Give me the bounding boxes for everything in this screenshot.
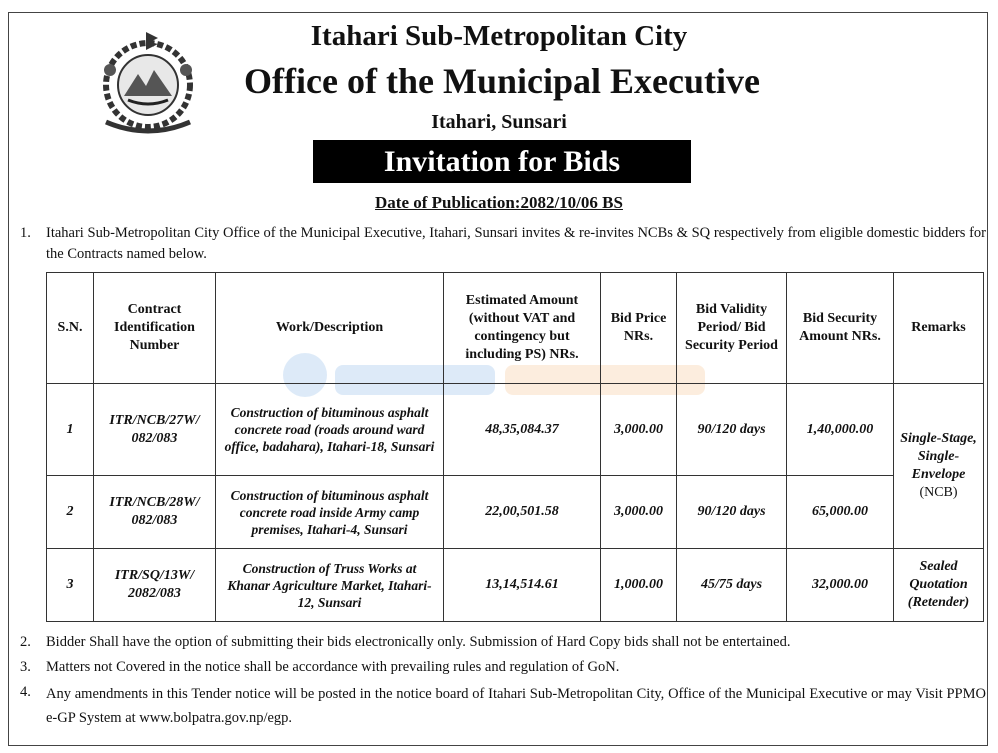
cell-bid-price: 3,000.00	[601, 476, 677, 549]
header-remarks: Remarks	[894, 273, 984, 384]
header-work: Work/Description	[216, 273, 444, 384]
cell-bid-security: 1,40,000.00	[787, 384, 894, 476]
header-bid-validity: Bid Validity Period/ Bid Security Period	[677, 273, 787, 384]
header-bid-security: Bid Security Amount NRs.	[787, 273, 894, 384]
header-sn: S.N.	[47, 273, 94, 384]
cell-bid-security: 65,000.00	[787, 476, 894, 549]
note-text: Matters not Covered in the notice shall be accordance with prevailing rules and regulation of GoN.	[46, 659, 620, 675]
cell-contract-id: ITR/NCB/27W/ 082/083	[94, 384, 216, 476]
cell-bid-price: 1,000.00	[601, 549, 677, 622]
office-location: Itahari, Sunsari	[431, 111, 567, 133]
remarks-ncb-tag: (NCB)	[919, 485, 958, 500]
cell-remarks-sq: Sealed Quotation (Retender)	[894, 549, 984, 622]
note-text: Bidder Shall have the option of submitting their bids electronically only. Submission of Hard Copy bids shall not be entertained.	[46, 634, 791, 650]
cell-sn: 1	[47, 384, 94, 476]
bids-table	[46, 272, 984, 622]
table-row	[47, 384, 984, 476]
remarks-ncb-text: Single-Stage, Single-Envelope	[900, 431, 977, 482]
cell-work: Construction of bituminous asphalt concrete road (roads around ward office, badahara), Itahari-18, Sunsari	[216, 384, 444, 476]
header-contract-id: Contract Identification Number	[94, 273, 216, 384]
note-item	[20, 657, 986, 678]
note-text: Any amendments in this Tender notice will be posted in the notice board of Itahari Sub-Metropolitan City, Office of the Municipal Executive or may Visit PPMO e-GP System at www.bolpatra.gov.np/egp.	[46, 686, 986, 726]
cell-estimated-amount: 13,14,514.61	[444, 549, 601, 622]
table-header-row	[47, 273, 984, 384]
cell-sn: 2	[47, 476, 94, 549]
cell-estimated-amount: 22,00,501.58	[444, 476, 601, 549]
intro-text: Itahari Sub-Metropolitan City Office of the Municipal Executive, Itahari, Sunsari invites & re-invites NCBs & SQ respectively from eligible domestic bidders for the Contracts named below.	[46, 225, 986, 262]
table-row	[47, 476, 984, 549]
cell-estimated-amount: 48,35,084.37	[444, 384, 601, 476]
cell-bid-validity: 90/120 days	[677, 476, 787, 549]
cell-bid-price: 3,000.00	[601, 384, 677, 476]
table-row	[47, 549, 984, 622]
cell-work: Construction of bituminous asphalt concrete road inside Army camp premises, Itahari-4, Sunsari	[216, 476, 444, 549]
office-name: Office of the Municipal Executive	[244, 61, 760, 101]
intro-paragraph	[20, 223, 986, 265]
intro-number: 1.	[20, 225, 31, 241]
cell-sn: 3	[47, 549, 94, 622]
cell-remarks-ncb	[894, 384, 984, 549]
publication-date: Date of Publication:2082/10/06 BS	[375, 193, 623, 212]
cell-bid-validity: 45/75 days	[677, 549, 787, 622]
note-number: 3.	[20, 659, 31, 675]
cell-work: Construction of Truss Works at Khanar Agriculture Market, Itahari-12, Sunsari	[216, 549, 444, 622]
note-number: 2.	[20, 634, 31, 650]
notice-title: Invitation for Bids	[313, 140, 691, 183]
cell-bid-security: 32,000.00	[787, 549, 894, 622]
cell-contract-id: ITR/SQ/13W/ 2082/083	[94, 549, 216, 622]
cell-contract-id: ITR/NCB/28W/ 082/083	[94, 476, 216, 549]
note-number: 4.	[20, 684, 31, 700]
cell-bid-validity: 90/120 days	[677, 384, 787, 476]
note-item	[20, 632, 986, 653]
header-estimated-amount: Estimated Amount (without VAT and contingency but including PS) NRs.	[444, 273, 601, 384]
city-name: Itahari Sub-Metropolitan City	[310, 20, 688, 52]
header-bid-price: Bid Price NRs.	[601, 273, 677, 384]
note-item	[20, 682, 986, 730]
